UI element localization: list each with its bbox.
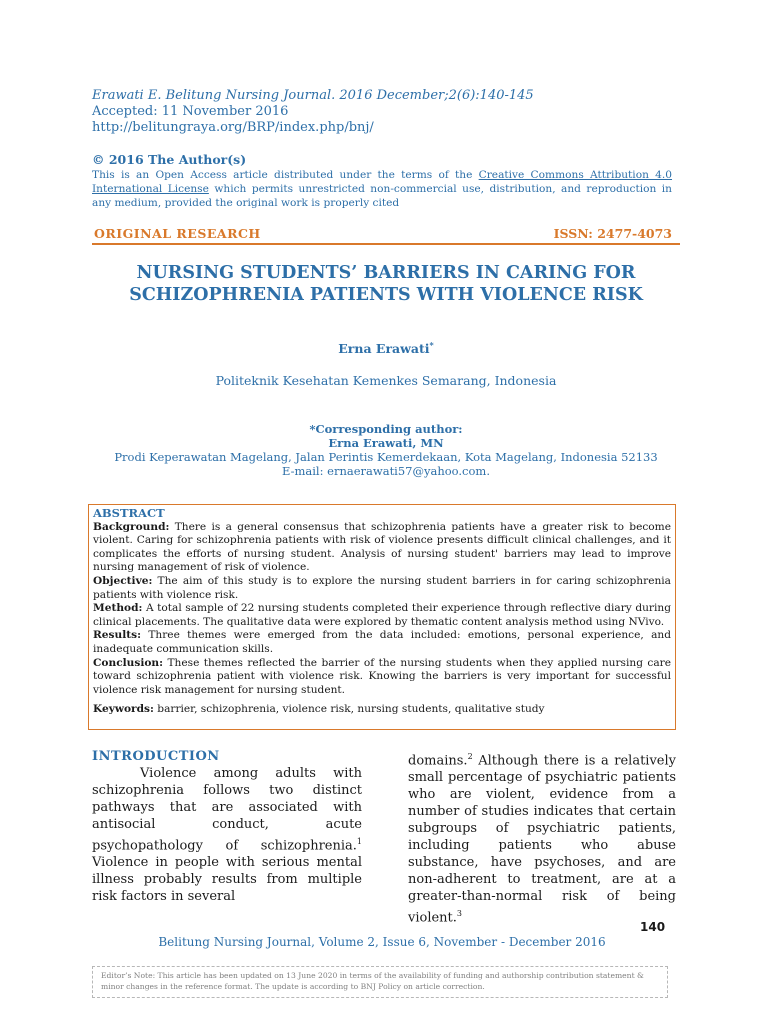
label: Background: [93,520,170,533]
copyright-title: © 2016 The Author(s) [92,152,247,167]
abstract-conclusion [93,657,671,698]
intro-paragraph [92,765,362,905]
text: There is a general consensus that schizophrenia patients have a greater risk to become violent. Caring for schizophrenia patients with risk of violence presents difficult clinical challenges, and it complicates the efforts of nursing student. Analysis of nursing student' barriers may lead to improve nursing management of risk of violence. [93,520,671,574]
page-number: 140 [640,920,666,934]
corresponding-block [92,422,680,478]
text: Violence in people with serious mental illness probably results from multiple risk factors in several [92,855,362,905]
article-type: ORIGINAL RESEARCH [94,226,261,241]
copyright-text-part: This is an Open Access article distributed under the terms of the [92,169,479,181]
abstract-heading: ABSTRACT [93,506,165,520]
copyright-block [92,152,672,210]
corresponding-email[interactable]: E-mail: ernaerawati57@yahoo.com. [282,464,490,478]
body-column-left [92,748,362,905]
corresponding-name: Erna Erawati, MN [328,436,444,450]
abstract-background [93,521,671,575]
corresponding-address: Prodi Keperawatan Magelang, Jalan Perintis Kemerdekaan, Kota Magelang, Indonesia 52133 [114,450,658,464]
affiliation: Politeknik Kesehatan Kemenkes Semarang, Indonesia [215,373,557,388]
abstract-keywords [93,703,671,717]
citation-ref[interactable]: 2 [467,752,473,761]
text: Three themes were emerged from the data included: emotions, personal experience, and inadequate communication skills. [93,629,671,655]
text: These themes reflected the barrier of the nursing students when they applied nursing care toward schizophrenia patient with violence risk. Knowing the barriers is very important for successful violence risk management for nursing student. [93,656,671,696]
copyright-text-part: which permits unrestricted non-commercial use, distribution, and reproduction in any medium, provided the original work is properly cited [92,183,672,209]
citation-ref[interactable]: 3 [456,909,463,919]
text: A total sample of 22 nursing students completed their experience through reflective diary during clinical placements. The qualitative data were explored by thematic content analysis method using NVivo. [93,602,671,628]
abstract-box [88,504,676,730]
text: Violence among adults with schizophrenia follows two distinct pathways that are associated with antisocial conduct, acute psychopathology of schizophrenia. [92,766,362,854]
body-column-right [408,748,676,927]
intro-paragraph-cont [408,748,676,927]
article-title [92,262,680,306]
label: Conclusion: [93,656,164,669]
section-bar [92,224,680,245]
citation-ref[interactable]: 1 [356,837,362,846]
author-line [92,340,680,356]
issn-label: ISSN: 2477-4073 [553,226,672,241]
abstract-objective [93,575,671,602]
author-mark: * [429,340,434,350]
journal-url[interactable]: http://belitungraya.org/BRP/index.php/bnj/ [92,120,374,135]
citation-line: Erawati E. Belitung Nursing Journal. 2016 December;2(6):140-145 [92,88,534,103]
corresponding-heading: *Corresponding author: [309,422,463,436]
abstract-results [93,629,671,656]
label: Results: [93,629,142,642]
text: The aim of this study is to explore the nursing student barriers in for caring schizophrenia patients with violence risk. [93,574,671,601]
citation-block [92,88,534,136]
text: domains. [408,753,468,769]
copyright-text [92,168,672,210]
section-heading: INTRODUCTION [92,749,220,764]
license-link[interactable]: Creative Commons Attribution 4.0 International License [92,169,673,195]
title-line: NURSING STUDENTS’ BARRIERS IN CARING FOR [136,263,636,283]
author-name: Erna Erawati [338,341,430,357]
text: barrier, schizophrenia, violence risk, nursing students, qualitative study [153,703,545,716]
abstract-method [93,602,671,629]
label: Method: [93,602,143,615]
title-line: SCHIZOPHRENIA PATIENTS WITH VIOLENCE RISK [129,285,643,305]
text: Although there is a relatively small percentage of psychiatric patients who are violent, evidence from a number of studies indicates that certain subgroups of psychiatric patients, including patients who abuse substance, have psychoses, and are non-adherent to treatment, are at a greater-than-normal risk of being violent. [408,753,676,926]
label: Keywords: [93,703,154,716]
footer-journal: Belitung Nursing Journal, Volume 2, Issue 6, November - December 2016 [158,935,606,949]
accepted-date: Accepted: 11 November 2016 [92,104,289,119]
label: Objective: [93,574,153,587]
editor-note: Editor’s Note: This article has been updated on 13 June 2020 in terms of the availability of funding and authorship contribution statement & minor changes in the reference format. The update is according to BNJ Policy on article correction. [92,966,668,998]
